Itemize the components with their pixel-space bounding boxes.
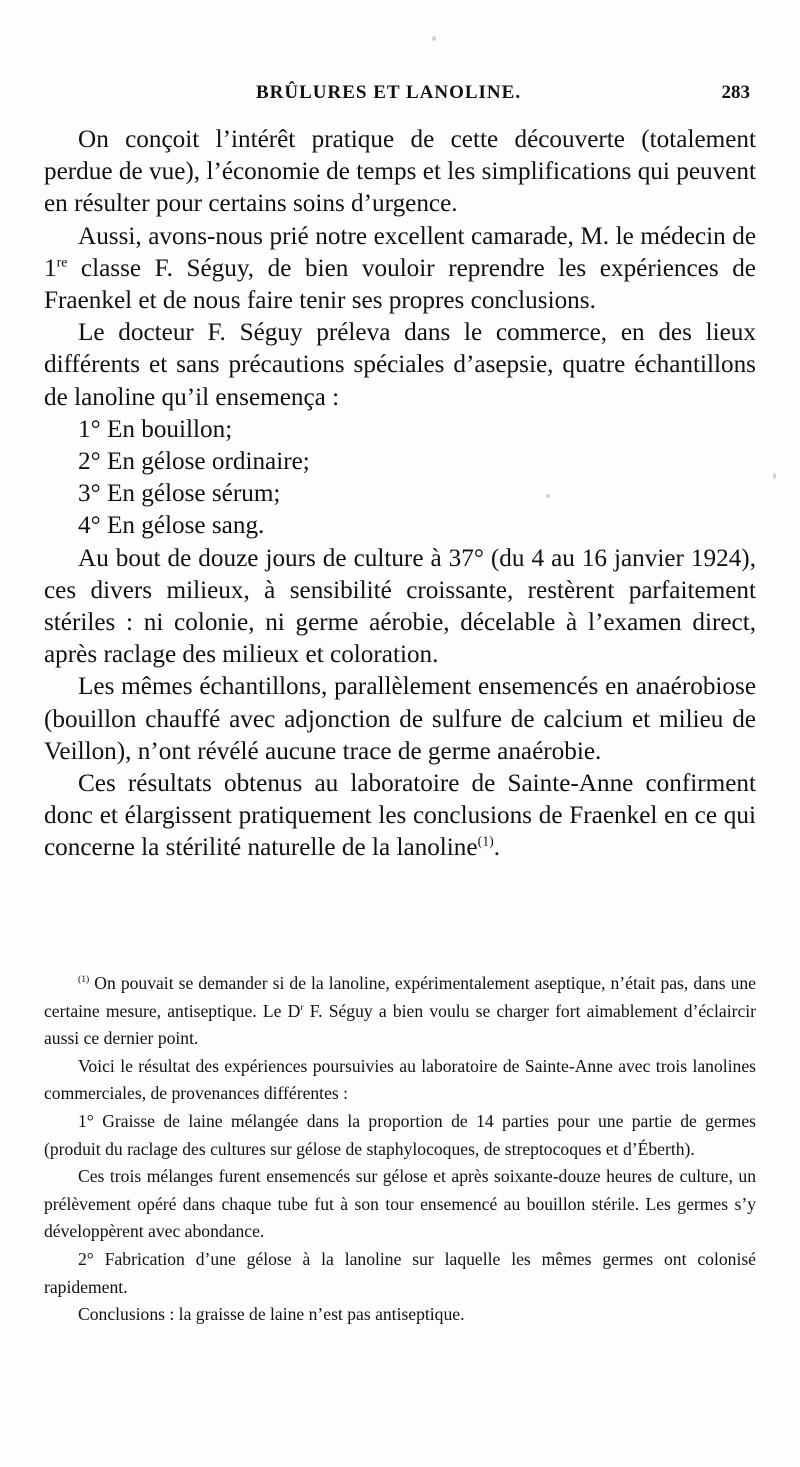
text-span: Aussi, avons-nous prié notre excellent camarade, M. le médecin de 1 (44, 222, 756, 282)
paragraph: Les mêmes échantillons, parallèlement ensemencés en anaérobiose (bouillon chauffé avec adjonction de sulfure de calcium et milieu de Veillon), n’ont révélé aucune trace de germe anaérobie. (44, 673, 756, 765)
paragraph (44, 221, 756, 318)
footnote-reference: (1) (477, 834, 494, 850)
ordinal-superscript: re (56, 254, 68, 270)
text-span: . (493, 834, 501, 862)
footnote-paragraph: 1° Graisse de laine mélangée dans la proportion de 14 parties pour une partie de germes (produit du raclage des cultures sur gélose de staphylocoques, de streptocoques et d’Éberth). (44, 1110, 756, 1159)
page-number: 283 (721, 82, 750, 103)
paragraph (44, 768, 756, 865)
text-span: On pouvait se demander si de la lanoline, expérimentalement aseptique, n’était pas, dans une certaine mesure, antiseptique. Le D (44, 973, 756, 1021)
paragraph: Au bout de douze jours de culture à 37° (du 4 au 16 janvier 1924), ces divers milieux, à sensibilité croissante, restèrent parfaitement stériles : ni colonie, ni germe aérobie, décelable à l’examen direct, après raclage des milieux et coloration. (44, 544, 756, 669)
paragraph: On conçoit l’intérêt pratique de cette découverte (totalement perdue de vue), l’économie de temps et les simplifications qui peuvent en résulter pour certains soins d’urgence. (44, 126, 756, 218)
main-text (44, 124, 756, 865)
paragraph: Le docteur F. Séguy préleva dans le commerce, en des lieux différents et sans précautions spéciales d’asepsie, quatre échantillons de lanoline qu’il ensemença : (44, 319, 756, 411)
footnote (44, 970, 756, 1329)
scan-speck (432, 36, 436, 41)
footnote-paragraph: Conclusions : la graisse de laine n’est pas antiseptique. (78, 1304, 465, 1325)
footnote-paragraph: 2° Fabrication d’une gélose à la lanoline sur laquelle les mêmes germes ont colonisé rapidement. (44, 1248, 756, 1297)
footnote-marker: (1) (78, 974, 90, 986)
running-header (44, 82, 754, 112)
text-span: F. Séguy a bien voulu se charger fort aimablement d’éclaircir aussi ce dernier point. (44, 1000, 756, 1049)
footnote-paragraph: Ces trois mélanges furent ensemencés sur gélose et après soixante-douze heures de culture, un prélèvement opéré dans chaque tube fut à son tour ensemencé au bouillon stérile. Les germes s’y développèrent avec abondance. (44, 1166, 756, 1242)
text-span: Ces résultats obtenus au laboratoire de Sainte-Anne confirment donc et élargissent pratiquement les conclusions de Fraenkel en ce qui concerne la stérilité naturelle de la lanoline (44, 770, 756, 862)
running-title: BRÛLURES ET LANOLINE. (256, 82, 522, 103)
list-item: 4° En gélose sang. (78, 512, 265, 540)
scan-speck (773, 473, 776, 479)
list-item: 2° En gélose ordinaire; (78, 448, 310, 476)
list-item: 1° En bouillon; (78, 415, 233, 443)
footnote-paragraph: Voici le résultat des expériences poursuivies au laboratoire de Sainte-Anne avec trois lanolines commerciales, de provenances différentes : (44, 1055, 756, 1104)
footnote-paragraph (44, 970, 756, 1053)
title-superscript: r (300, 1001, 304, 1013)
text-span: classe F. Séguy, de bien vouloir reprendre les expériences de Fraenkel et de nous faire tenir ses propres conclusions. (44, 254, 756, 315)
list-item: 3° En gélose sérum; (78, 480, 281, 508)
